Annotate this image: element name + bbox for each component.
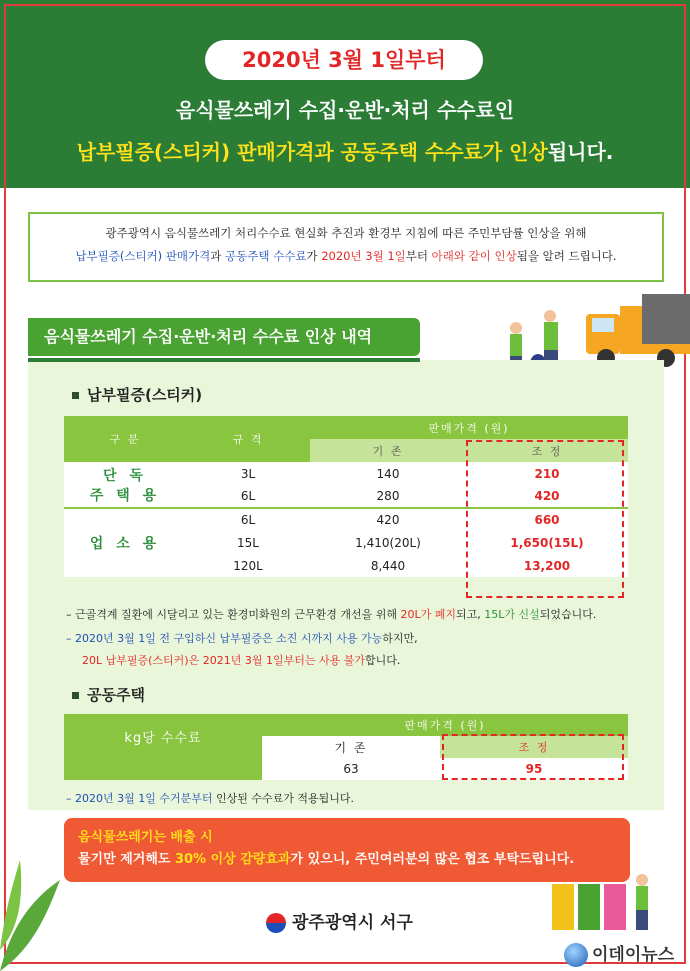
news-watermark: [564, 940, 674, 967]
note-text: 합니다.: [364, 654, 401, 667]
district-name: 광주광역시 서구: [292, 913, 413, 933]
new-fee-cell: 95: [525, 762, 543, 776]
note-text: 하지만,: [382, 632, 418, 645]
banner-line1: 음식물쓰레기는 배출 시: [78, 830, 213, 845]
headline-line1: 음식물쓰레기 수집·운반·처리 수수료인: [175, 98, 515, 122]
empty-cell: [64, 758, 262, 780]
adjusted-fee-highlight: [442, 734, 624, 780]
col-header-new: 조 정: [440, 736, 628, 758]
old-price-cell: 420: [310, 508, 466, 531]
size-cell: 3L: [240, 466, 256, 481]
note-text: 인상된 수수료가 적용됩니다.: [212, 792, 354, 805]
bullet-square-icon: [72, 692, 79, 699]
new-price-cell: 1,650(15L): [510, 535, 584, 550]
category-line: 주 택 용: [89, 487, 161, 504]
note-apartment-effective: [66, 790, 354, 806]
intro-box: [28, 212, 664, 282]
old-price-cell: 1,410(20L): [355, 535, 421, 550]
note-size-change: [66, 606, 596, 622]
headline-rest: 됩니다.: [547, 140, 614, 164]
table-header-row: [64, 714, 628, 736]
intro-date: 2020년 3월 1일: [321, 249, 406, 263]
garbage-truck-illustration: [586, 294, 690, 368]
size-cell: 15L: [237, 535, 259, 550]
category-house: [64, 462, 186, 508]
sticker-heading: [72, 384, 202, 405]
intro-text: 됨을 알려 드립니다.: [516, 249, 617, 263]
note-text: – 근골격계 질환에 시달리고 있는 환경미화원의 근무환경 개선을 위해: [66, 608, 401, 621]
size-cell: 120L: [233, 558, 263, 573]
new-price-cell: 13,200: [523, 558, 571, 573]
banner-line2: [78, 849, 630, 871]
section-title: 음식물쓰레기 수집·운반·처리 수수료 인상 내역: [28, 318, 420, 356]
bullet-square-icon: [72, 392, 79, 399]
note-text: 되고,: [456, 608, 485, 621]
intro-text: 과: [210, 249, 226, 263]
apartment-heading-text: 공동주택: [87, 686, 145, 704]
globe-icon: [564, 943, 588, 967]
old-fee-cell: 63: [343, 762, 359, 776]
note-usage: [66, 630, 418, 646]
news-source-name: 이데이뉴스: [592, 945, 675, 965]
category-business: 업 소 용: [64, 508, 186, 577]
banner-highlight: 30% 이상 감량효과: [174, 852, 291, 867]
note-text: 20L 납부필증(스티커)은 2021년 3월 1일부터는 사용 불가: [82, 654, 365, 667]
sticker-heading-text: 납부필증(스티커): [87, 386, 203, 404]
adjusted-price-highlight: [466, 440, 624, 598]
banner-text: 가 있으니, 주민여러분의 많은 협조 부탁드립니다.: [290, 852, 575, 867]
district-logo: [266, 908, 413, 933]
intro-text: 부터: [405, 249, 432, 263]
table-header-row: [64, 416, 628, 439]
note-text: 되었습니다.: [539, 608, 597, 621]
col-header-old: 기 존: [262, 736, 440, 758]
note-text: – 2020년 3월 1일 수거분부터: [66, 792, 213, 805]
new-price-cell: 660: [466, 508, 628, 531]
col-header-new: 조 정: [466, 439, 628, 462]
col-header-price: 판매가격 (원): [262, 714, 628, 736]
note-text: 15L가 신설: [484, 608, 540, 621]
note-20l-expiry: [82, 652, 400, 668]
new-price-cell: 210: [534, 466, 560, 481]
effective-date-pill: 2020년 3월 1일부터: [205, 40, 483, 80]
intro-line2: [30, 248, 662, 265]
col-header-per-kg: kg당 수수료: [64, 714, 262, 758]
leaves-decoration: [0, 840, 70, 971]
col-header-old: 기 존: [310, 439, 466, 462]
size-cell: 6L: [240, 489, 256, 503]
col-header-size: 규 격: [186, 416, 310, 462]
intro-line1: 광주광역시 음식물쓰레기 처리수수료 현실화 추진과 환경부 지침에 따른 주민부담률 인상을 위해: [105, 226, 587, 240]
old-price-cell: 8,440: [370, 558, 406, 573]
old-price-cell: 140: [376, 466, 400, 481]
old-price-cell: 280: [376, 489, 400, 503]
headline-highlight: 납부필증(스티커) 판매가격과 공동주택 수수료가 인상: [76, 140, 548, 164]
col-header-price: 판매가격 (원): [310, 416, 628, 439]
note-text: 20L가 폐지: [400, 608, 456, 621]
category-line: 단 독: [103, 467, 147, 484]
apartment-heading: [72, 684, 145, 705]
col-header-category: 구 분: [64, 416, 186, 462]
banner-text: 물기만 제거해도: [78, 852, 175, 867]
size-cell: 6L: [186, 508, 310, 531]
intro-sticker-price: 납부필증(스티커) 판매가격: [75, 249, 211, 263]
intro-apartment-fee: 공동주택 수수료: [225, 249, 307, 263]
intro-text: 가: [306, 249, 322, 263]
intro-increase: 아래와 같이 인상: [431, 249, 517, 263]
new-price-cell: 420: [534, 489, 560, 503]
note-text: – 2020년 3월 1일 전 구입하신 납부필증은 소진 시까지 사용 가능: [66, 632, 383, 645]
recycling-bins-illustration: [550, 872, 660, 932]
district-emblem-icon: [266, 913, 286, 933]
reduction-banner: [64, 818, 630, 882]
